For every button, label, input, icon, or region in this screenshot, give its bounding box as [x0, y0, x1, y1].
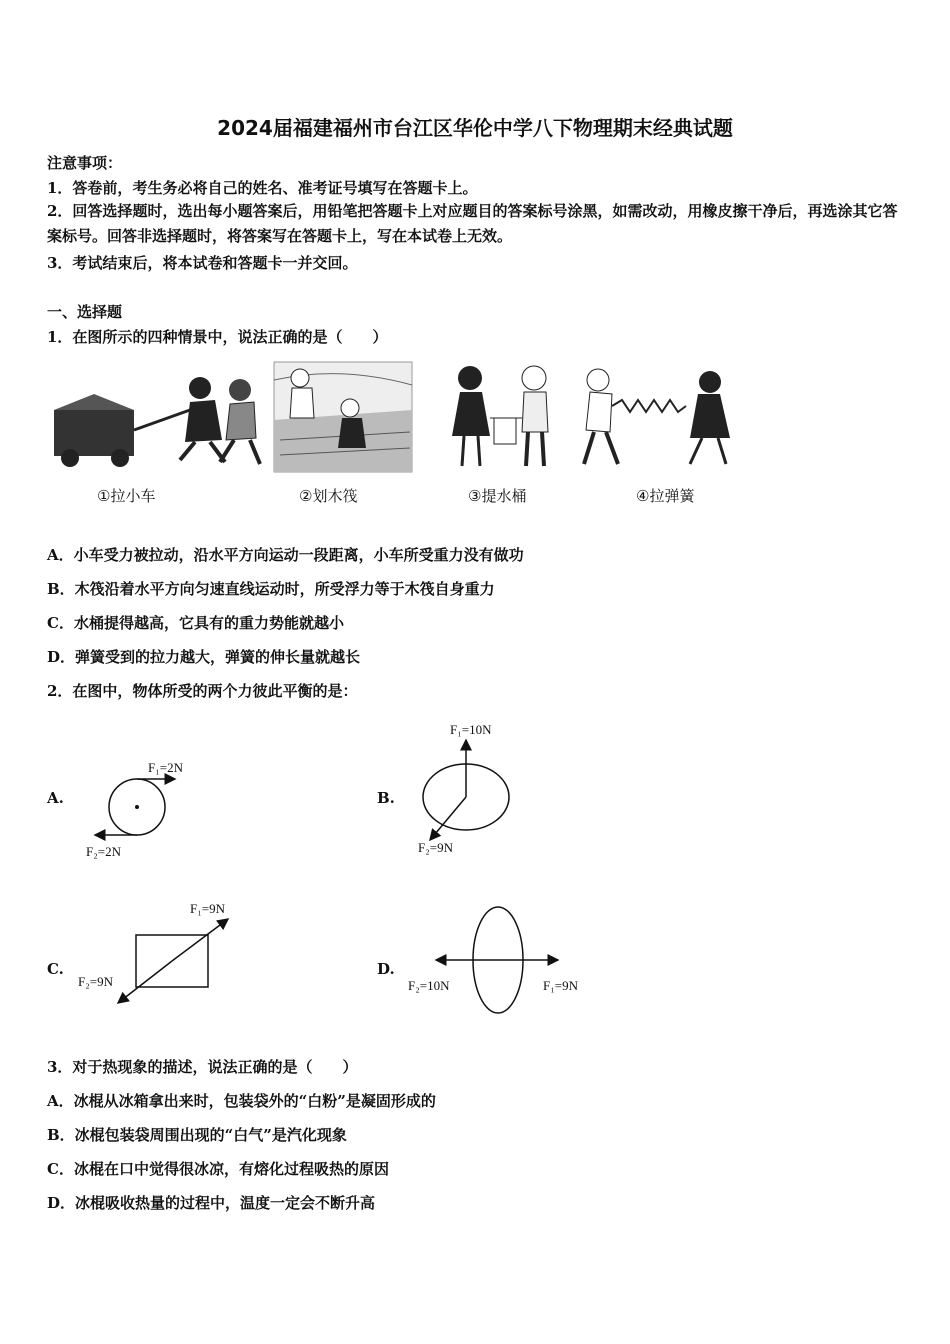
pulling-cart-illustration	[54, 377, 260, 467]
q2-stem: 2．在图中，物体所受的两个力彼此平衡的是：	[47, 682, 358, 700]
q1-caption-1: ①拉小车	[97, 487, 156, 505]
q3-option-c: C．冰棍在口中觉得很冰凉，有熔化过程吸热的原因	[47, 1160, 389, 1178]
q2-a-f2-label: F₂=2N	[86, 844, 121, 859]
notice-item-2: 2．回答选择题时，选出每小题答案后，用铅笔把答题卡上对应题目的答案标号涂黑，如需改动，用橡皮擦干净后，再选涂其它答案标号。回答非选择题时，将答案写在答题卡上，写在本试卷上无效。	[47, 202, 898, 245]
section-heading: 一、选择题	[47, 303, 123, 321]
q2-label-d: D.	[377, 960, 395, 978]
q2-label-c: C.	[47, 960, 64, 978]
q2-d-f1-label: F₁=9N	[543, 978, 578, 993]
q2-b-f2-label: F₂=9N	[418, 840, 453, 855]
q3-option-d: D．冰棍吸收热量的过程中，温度一定会不断升高	[47, 1194, 376, 1212]
q1-caption-3: ③提水桶	[468, 487, 527, 505]
q2-label-a: A.	[47, 789, 64, 807]
q2-b-f1-label: F₁=10N	[450, 722, 492, 737]
page-title: 2024届福建福州市台江区华伦中学八下物理期末经典试题	[217, 116, 733, 140]
q2-d-f2-label: F₂=10N	[408, 978, 450, 993]
q1-stem: 1．在图所示的四种情景中，说法正确的是（ ）	[47, 328, 388, 346]
q2-c-f1-label: F₁=9N	[190, 901, 225, 916]
q2-diagram-b	[410, 730, 530, 850]
q3-stem: 3．对于热现象的描述，说法正确的是（ ）	[47, 1058, 358, 1076]
q2-diagram-c	[110, 905, 240, 1015]
q3-option-a: A．冰棍从冰箱拿出来时，包装袋外的“白粉”是凝固形成的	[47, 1092, 436, 1110]
q1-caption-2: ②划木筏	[299, 487, 358, 505]
notice-heading: 注意事项：	[47, 154, 123, 172]
q2-a-f1-label: F₁=2N	[148, 760, 183, 775]
spring-illustration	[584, 369, 730, 464]
q1-option-d: D．弹簧受到的拉力越大，弹簧的伸长量就越长	[47, 648, 361, 666]
notice-item-3: 3．考试结束后，将本试卷和答题卡一并交回。	[47, 254, 358, 272]
q1-caption-4: ④拉弹簧	[636, 487, 695, 505]
q2-c-f2-label: F₂=9N	[78, 974, 113, 989]
raft-illustration	[274, 362, 412, 472]
q1-option-c: C．水桶提得越高，它具有的重力势能就越小	[47, 614, 344, 632]
q2-diagram-d	[420, 900, 580, 1020]
q2-label-b: B.	[377, 789, 395, 807]
bucket-illustration	[452, 366, 548, 466]
notice-item-1: 1．答卷前，考生务必将自己的姓名、准考证号填写在答题卡上。	[47, 179, 478, 197]
q1-option-a: A．小车受力被拉动，沿水平方向运动一段距离，小车所受重力没有做功	[47, 546, 524, 564]
q3-option-b: B．冰棍包装袋周围出现的“白气”是汽化现象	[47, 1126, 347, 1144]
q1-option-b: B．木筏沿着水平方向匀速直线运动时，所受浮力等于木筏自身重力	[47, 580, 495, 598]
